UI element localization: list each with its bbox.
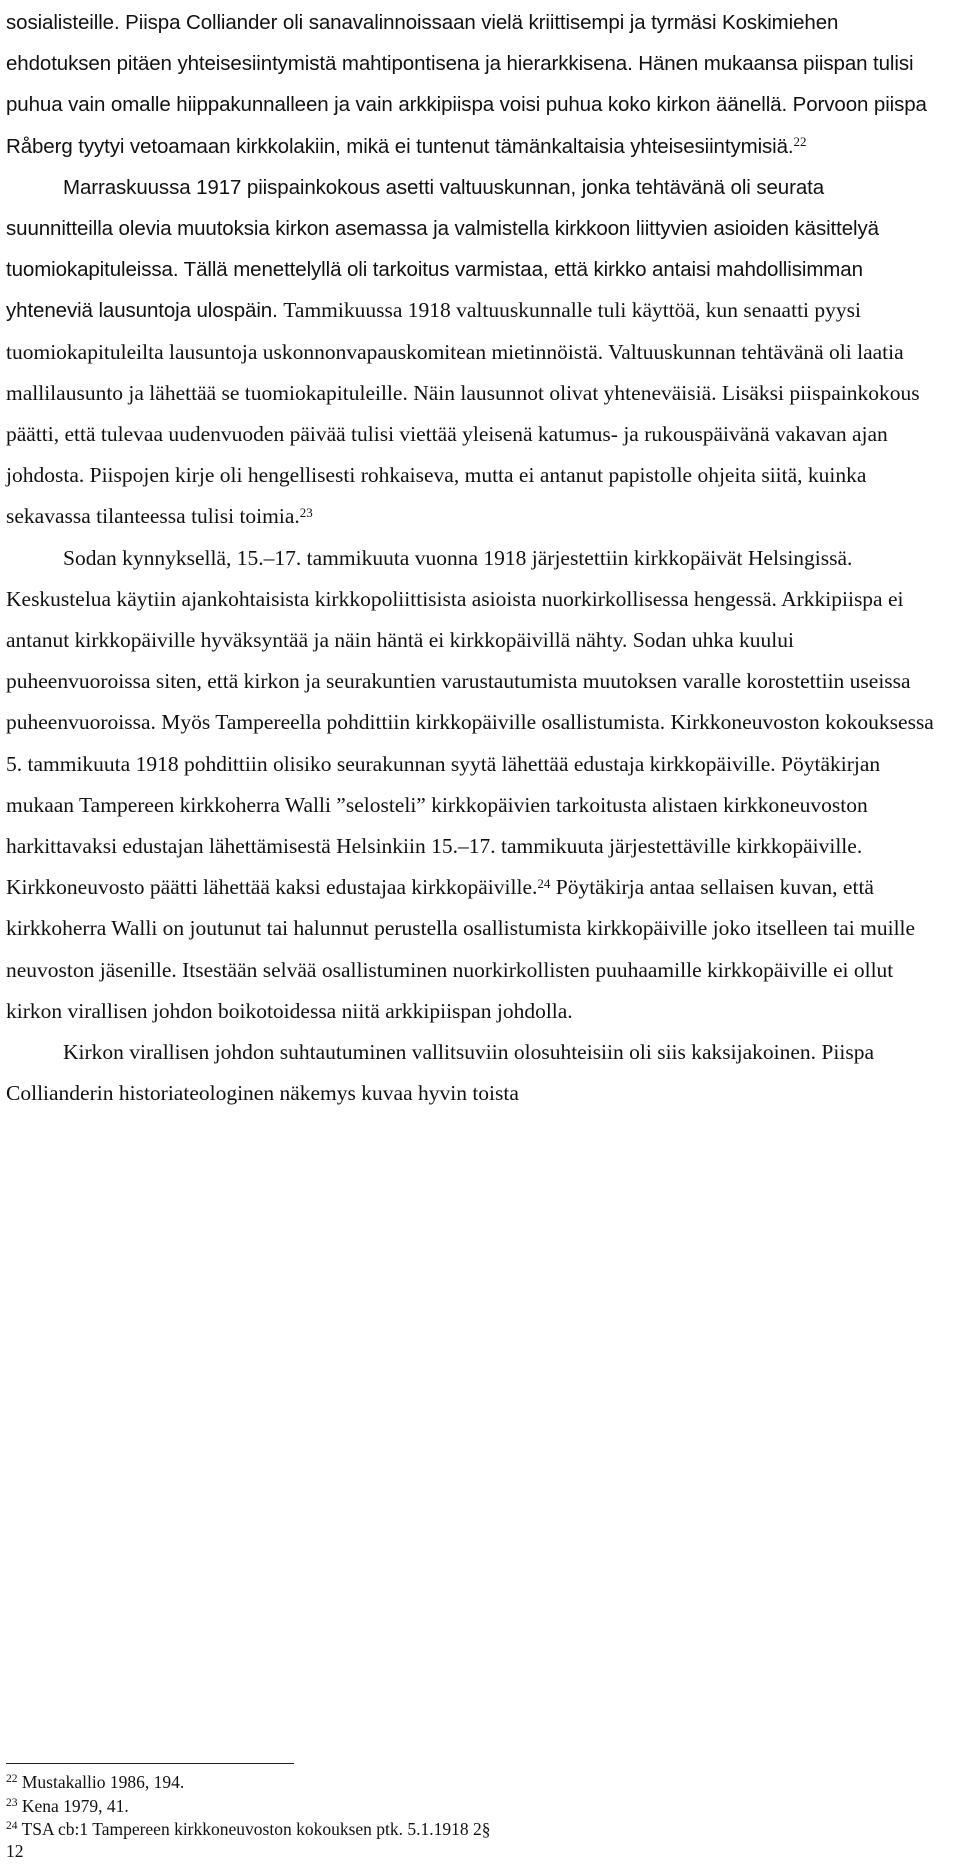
footnote-ref-22[interactable]: 22 (793, 134, 807, 150)
paragraph-3-text-continued: Pöytäkirja antaa sellaisen kuvan, että kirkkoherra Walli on joutunut tai halunnut perustella osallistumista kirkkopäiville joko itselleen tai muille neuvoston jäsenille. Itsestään selvää osallistuminen nuorkirkollisten puuhaamille kirkkopäiville ei ollut kirkon virallisen johdon boikotoidessa niitä arkkipiispan johdolla. (6, 875, 916, 1023)
paragraph-2-serif-text: Tammikuussa 1918 valtuuskunnalle tuli käyttöä, kun senaatti pyysi tuomiokapituleilta lausuntoja uskonnonvapauskomitean mietinnöistä. Valtuuskunnan tehtävänä oli laatia mallilausunto ja lähettää se tuomiokapituleille. Näin lausunnot olivat yhteneväisiä. Lisäksi piispainkokous päätti, että tulevaa uudenvuoden päivää tulisi viettää yleisenä katumus- ja rukouspäivänä vakavan ajan johdosta. Piispojen kirje oli hengellisesti rohkaiseva, mutta ei antanut papistolle ohjeita siitä, kuinka sekavassa tilanteessa tulisi toimia. (6, 298, 920, 529)
paragraph-3 (6, 538, 936, 1032)
footnote-number: 23 (6, 1796, 18, 1809)
footnotes (6, 1771, 906, 1842)
footnote-number: 22 (6, 1773, 18, 1786)
paragraph-1-serif-lead: sosialisteille. (6, 11, 126, 34)
paragraph-3-text: Sodan kynnyksellä, 15.–17. tammikuuta vuonna 1918 järjestettiin kirkkopäivät Helsingissä. Keskustelua käytiin ajankohtaisista kirkkopoliittisista asioista nuorkirkollisessa hengessä. Arkkipiispa ei antanut kirkkopäiville hyväksyntää ja näin häntä ei kirkkopäivillä nähty. Sodan uhka kuului puheenvuoroissa siten, että kirkon ja seurakuntien varustautumista muutoksen varalle korostettiin useissa puheenvuoroissa. Myös Tampereella pohdittiin kirkkopäiville osallistumista. Kirkkoneuvoston kokouksessa 5. tammikuuta 1918 pohdittiin olisiko seurakunnan syytä lähettää edustaja kirkkopäiville. Pöytäkirjan mukaan Tampereen kirkkoherra Walli ”selosteli” kirkkopäivien tarkoitusta alistaen kirkkoneuvoston harkittavaksi edustajan lähettämisestä Helsinkiin 15.–17. tammikuuta järjestettäville kirkkopäiville. Kirkkoneuvosto päätti lähettää kaksi edustajaa kirkkopäiville. (6, 545, 934, 900)
footnote-text: Kena 1979, 41. (21, 1795, 129, 1816)
paragraph-1 (6, 2, 936, 167)
footnote-23 (6, 1795, 906, 1819)
paragraph-2-sans-text: Marraskuussa 1917 piispainkokous asetti valtuuskunnan, jonka tehtävänä oli seurata suunnitteilla olevia muutoksia kirkon asemassa ja valmistella kirkkoon liittyvien asioiden käsittelyä tuomiokapituleissa. Tällä menettelyllä oli tarkoitus varmistaa, että kirkko antaisi mahdollisimman yhteneviä lausuntoja ulospäin. (6, 175, 879, 323)
paragraph-4 (6, 1032, 936, 1114)
footnote-ref-24[interactable]: 24 (537, 875, 551, 891)
footnote-text: Mustakallio 1986, 194. (21, 1772, 185, 1792)
footnote-ref-23[interactable]: 23 (299, 504, 313, 520)
footnote-separator (6, 1763, 294, 1764)
footnote-24 (6, 1818, 906, 1842)
body-text (6, 0, 936, 1114)
footnote-text: TSA cb:1 Tampereen kirkkoneuvoston kokouksen ptk. 5.1.1918 2§ (21, 1819, 491, 1839)
footnote-22 (6, 1771, 906, 1795)
footnote-number: 24 (6, 1820, 18, 1833)
paragraph-2 (6, 167, 936, 538)
page-number: 12 (6, 1841, 24, 1861)
paragraph-1-text: Piispa Colliander oli sanavalinnoissaan vielä kriittisempi ja tyrmäsi Koskimiehen ehdotuksen pitäen yhteisesiintymistä mahtipontisena ja hierarkkisena. Hänen mukaansa piispan tulisi puhua vain omalle hiippakunnalleen ja vain arkkipiispa voisi puhua koko kirkon äänellä. Porvoon piispa Råberg tyytyi vetoamaan kirkkolakiin, mikä ei tuntenut tämänkaltaisia yhteisesiintymisiä. (6, 11, 927, 158)
document-page (6, 0, 936, 1114)
paragraph-4-text: Kirkon virallisen johdon suhtautuminen vallitsuviin olosuhteisiin oli siis kaksijakoinen. Piispa Collianderin historiateologinen näkemys kuvaa hyvin toista (6, 1040, 874, 1106)
